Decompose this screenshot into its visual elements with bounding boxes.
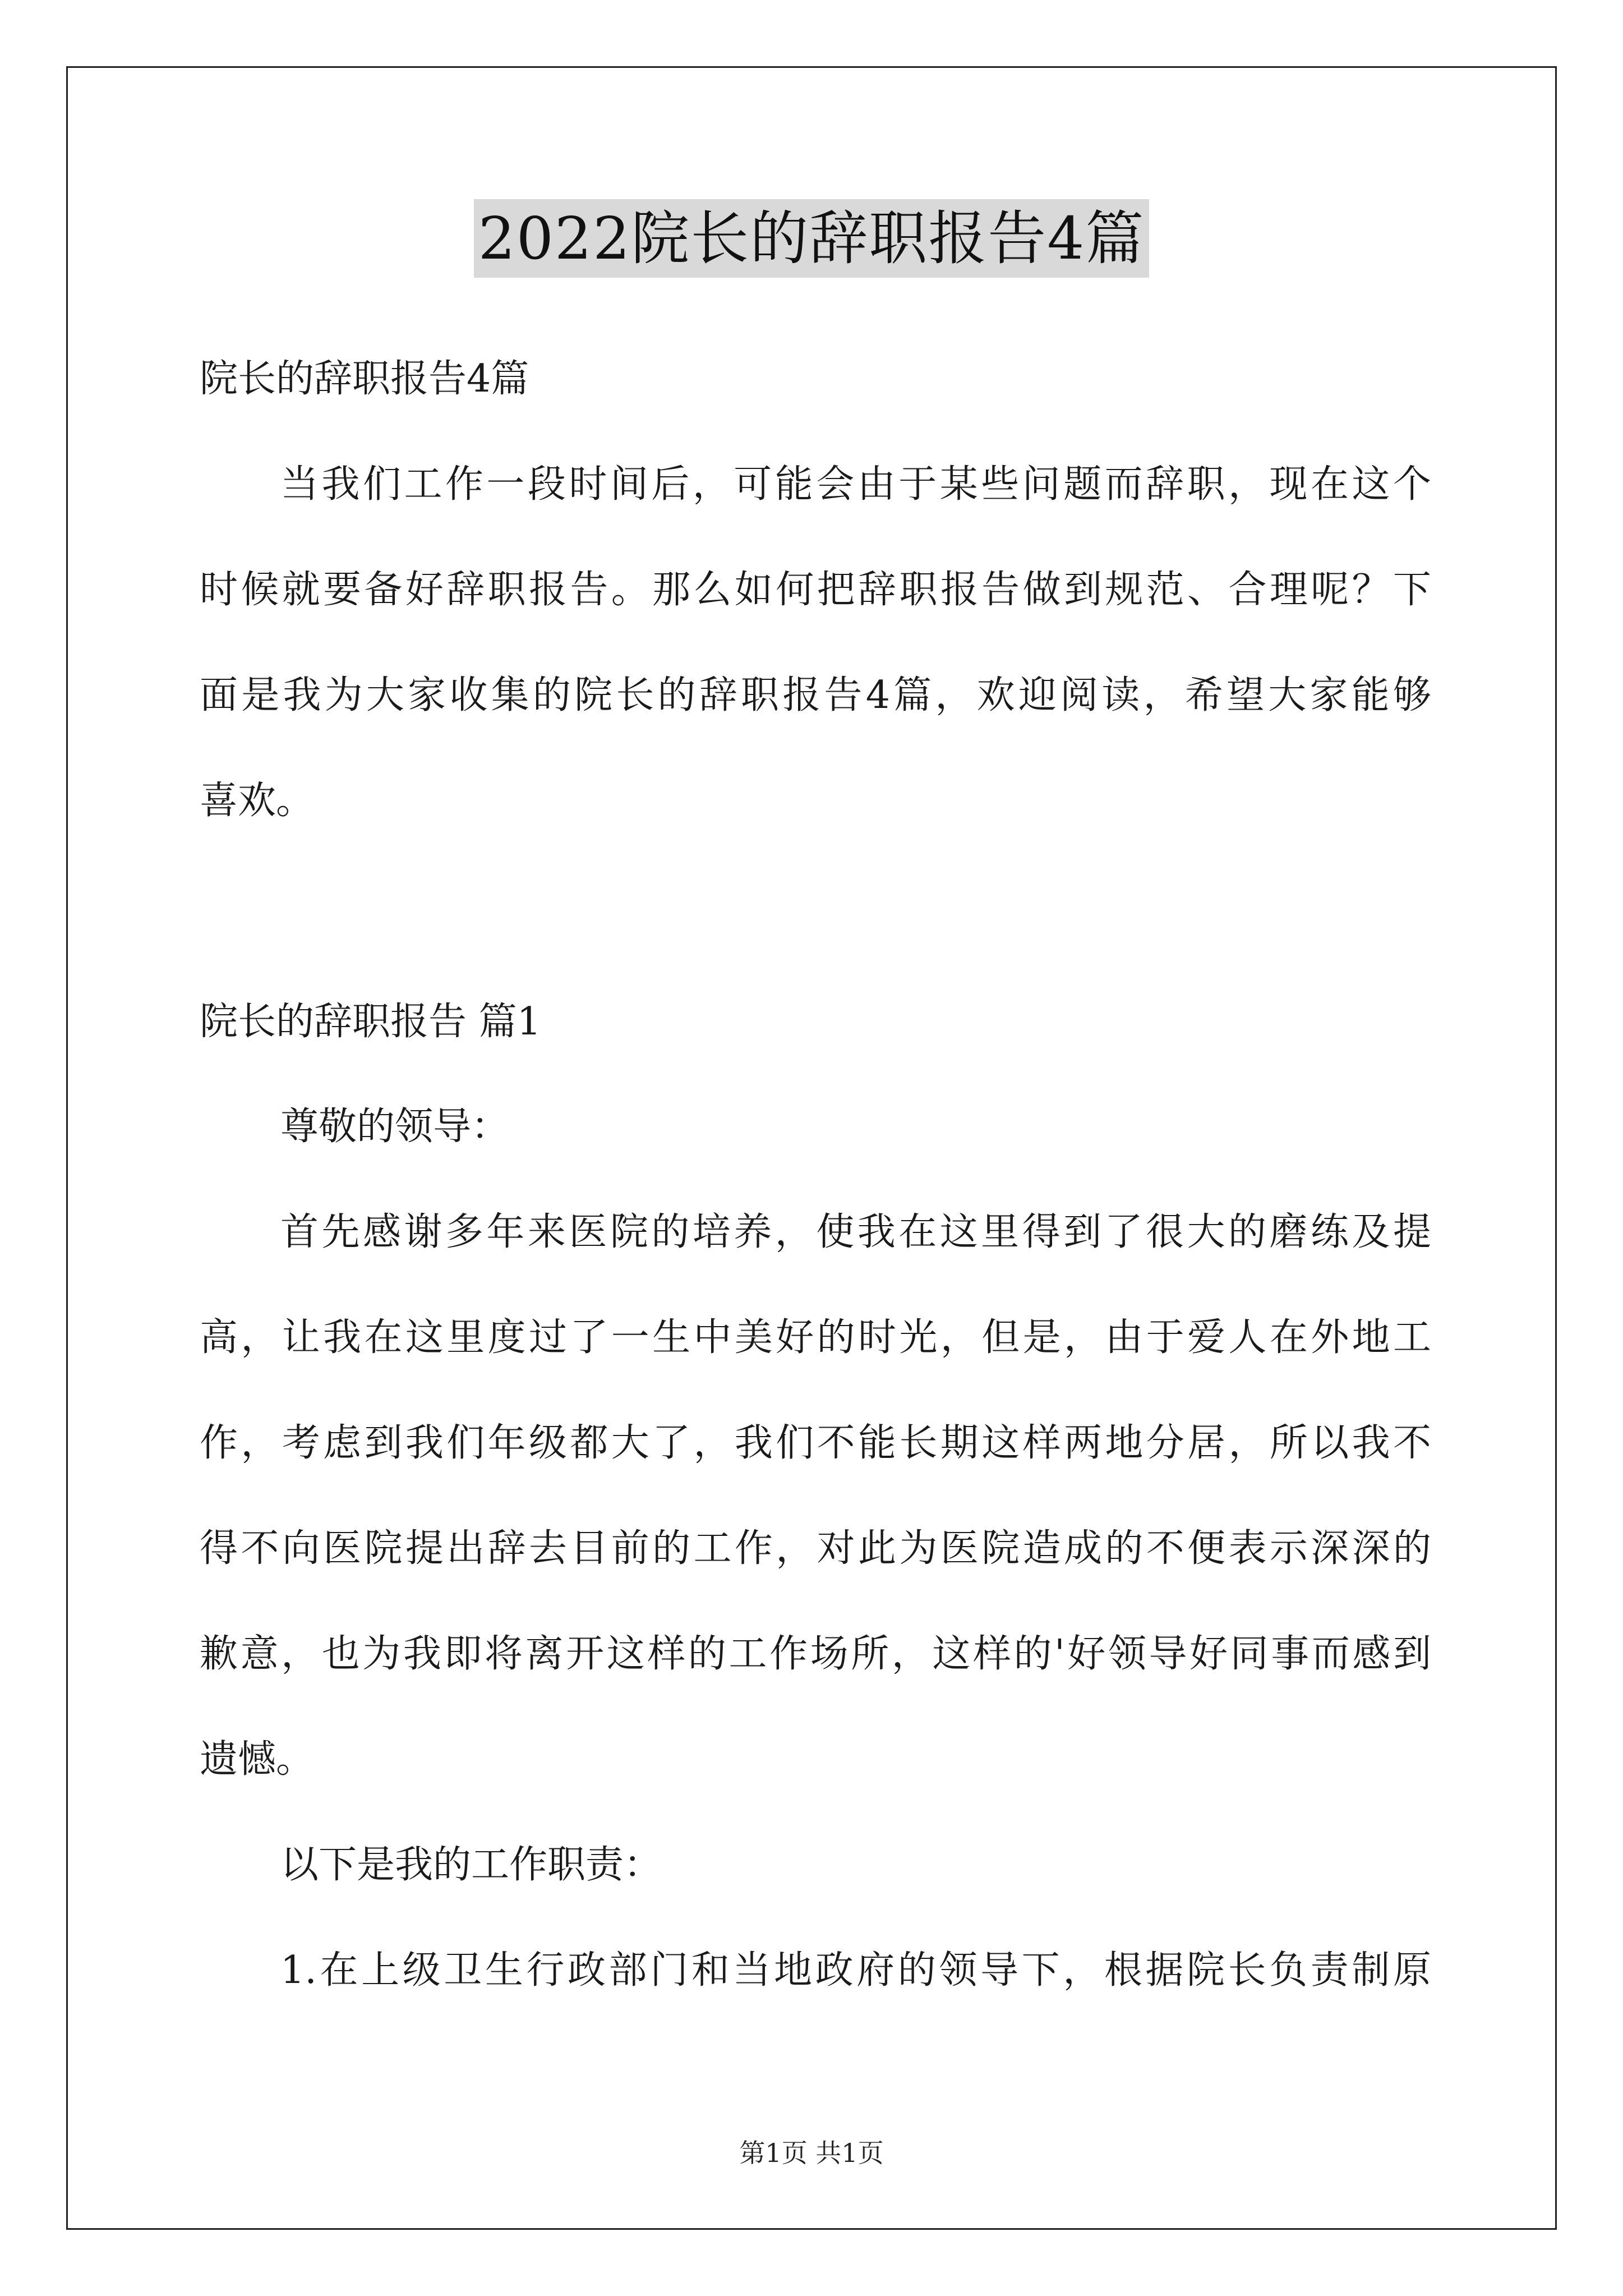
paragraph-line-3: 作，考虑到我们年级都大了，我们不能长期这样两地分居，所以我不 xyxy=(200,1421,1431,1465)
paragraph-line-2: 高，让我在这里度过了一生中美好的时光，但是，由于爱人在外地工 xyxy=(200,1315,1431,1360)
title-container xyxy=(0,199,1623,278)
duty-item-1: 1.在上级卫生行政部门和当地政府的领导下，根据院长负责制原 xyxy=(280,1948,1431,1993)
intro-line-4: 喜欢。 xyxy=(200,779,315,823)
intro-line-3: 面是我为大家收集的院长的辞职报告4篇，欢迎阅读，希望大家能够 xyxy=(200,673,1431,717)
paragraph-line-4: 得不向医院提出辞去目前的工作，对此为医院造成的不便表示深深的 xyxy=(200,1526,1431,1571)
page-footer: 第1页 共1页 xyxy=(739,2138,884,2168)
section-1-heading: 院长的辞职报告 篇1 xyxy=(200,1000,541,1044)
document-title: 2022院长的辞职报告4篇 xyxy=(474,199,1150,278)
duties-intro: 以下是我的工作职责： xyxy=(280,1843,662,1887)
document-subtitle: 院长的辞职报告4篇 xyxy=(200,357,529,401)
intro-line-2: 时候就要备好辞职报告。那么如何把辞职报告做到规范、合理呢？下 xyxy=(200,568,1431,612)
paragraph-line-1: 首先感谢多年来医院的培养，使我在这里得到了很大的磨练及提 xyxy=(280,1210,1431,1254)
paragraph-line-5: 歉意，也为我即将离开这样的工作场所，这样的'好领导好同事而感到 xyxy=(200,1632,1431,1676)
paragraph-line-6: 遗憾。 xyxy=(200,1737,315,1782)
intro-line-1: 当我们工作一段时间后，可能会由于某些问题而辞职，现在这个 xyxy=(280,462,1431,507)
salutation: 尊敬的领导： xyxy=(280,1105,510,1149)
